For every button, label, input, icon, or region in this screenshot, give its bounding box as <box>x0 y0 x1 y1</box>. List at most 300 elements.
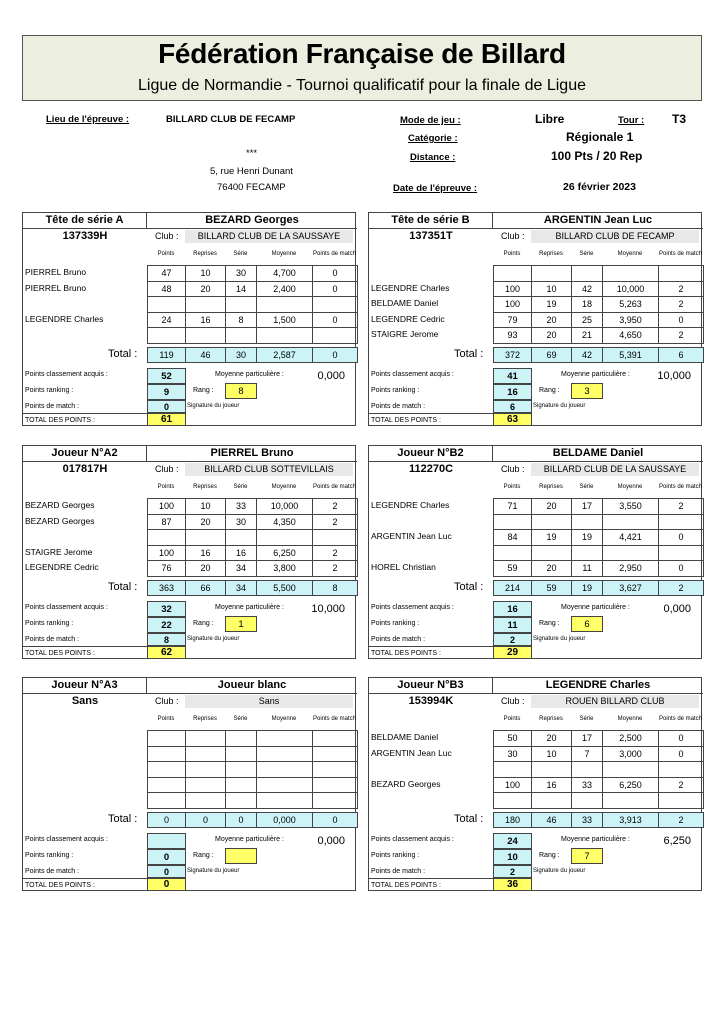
cell-moy <box>602 761 659 778</box>
points-de-match-label: Points de match : <box>25 868 80 875</box>
cell-ser: 30 <box>225 514 257 531</box>
cell-pdm <box>312 792 358 809</box>
club-label: Club : <box>501 464 525 474</box>
cell-moy <box>256 529 313 546</box>
cell-rep <box>185 296 226 313</box>
cell-pts <box>493 514 532 531</box>
cell-pts: 100 <box>493 777 532 794</box>
cell-pts: 84 <box>493 529 532 546</box>
total-label: Total : <box>454 813 484 825</box>
moyenne-particuliere-label: Moyenne particulière : <box>215 604 284 611</box>
cell-moy: 3,950 <box>602 312 659 329</box>
cell-moy <box>256 746 313 763</box>
categorie-value: Régionale 1 <box>566 130 634 144</box>
player-panel <box>22 445 356 659</box>
opponent-name: PIERREL Bruno <box>25 282 87 293</box>
club-label: Club : <box>155 696 179 706</box>
cell-moy <box>256 296 313 313</box>
points-de-match-value: 8 <box>147 633 186 646</box>
total-moy: 2,587 <box>256 347 313 363</box>
cell-ser <box>571 514 603 531</box>
cell-ser <box>571 265 603 282</box>
cell-ser: 11 <box>571 560 603 577</box>
total-des-points-label: TOTAL DES POINTS : <box>369 646 493 659</box>
cell-moy: 6,250 <box>256 545 313 562</box>
cell-moy <box>256 761 313 778</box>
cell-pdm: 2 <box>658 498 704 515</box>
points-de-match-label: Points de match : <box>371 403 426 410</box>
cell-pdm: 2 <box>658 296 704 313</box>
cell-pts <box>147 296 186 313</box>
cell-rep <box>185 777 226 794</box>
cell-pdm: 2 <box>312 545 358 562</box>
total-pts: 0 <box>147 812 186 828</box>
pca-label: Points classement acquis : <box>371 371 454 378</box>
cell-moy: 4,700 <box>256 265 313 282</box>
total-rep: 46 <box>185 347 226 363</box>
total-ser: 19 <box>571 580 603 596</box>
col-header-moyenne: Moyenne <box>617 715 643 722</box>
categorie-label: Catégorie : <box>408 133 458 144</box>
cell-pdm: 2 <box>312 560 358 577</box>
total-label: Total : <box>454 581 484 593</box>
cell-pdm <box>658 265 704 282</box>
cell-pdm <box>312 730 358 747</box>
club-name: Sans <box>185 695 353 708</box>
cell-ser: 8 <box>225 312 257 329</box>
cell-rep <box>531 265 572 282</box>
points-ranking-label: Points ranking : <box>25 387 74 394</box>
moyenne-particuliere-label: Moyenne particulière : <box>561 836 630 843</box>
total-des-points-value: 36 <box>493 878 532 891</box>
cell-ser <box>225 529 257 546</box>
col-header-reprises: Reprises <box>193 715 217 722</box>
total-pdm: 2 <box>658 812 704 828</box>
moyenne-particuliere-label: Moyenne particulière : <box>561 371 630 378</box>
player-license: 153994K <box>408 695 454 707</box>
col-header-serie: Série <box>579 715 594 722</box>
pca-value: 41 <box>493 368 532 384</box>
total-pts: 119 <box>147 347 186 363</box>
total-des-points-value: 62 <box>147 646 186 659</box>
total-moy: 3,627 <box>602 580 659 596</box>
cell-pdm <box>312 529 358 546</box>
points-ranking-label: Points ranking : <box>25 852 74 859</box>
cell-rep <box>531 792 572 809</box>
panel-title: Tête de série B <box>369 213 493 229</box>
pca-label: Points classement acquis : <box>25 836 108 843</box>
cell-rep <box>185 746 226 763</box>
total-pdm: 2 <box>658 580 704 596</box>
total-ser: 42 <box>571 347 603 363</box>
player-license: 112270C <box>408 463 454 475</box>
player-panel <box>368 212 702 426</box>
date-label: Date de l'épreuve : <box>393 183 478 194</box>
lieu-value: BILLARD CLUB DE FECAMP <box>166 114 296 125</box>
address-line-2: 76400 FECAMP <box>217 182 286 193</box>
pca-value <box>147 833 186 849</box>
total-des-points-value: 63 <box>493 413 532 426</box>
page-subtitle: Ligue de Normandie - Tournoi qualificatif pour la finale de Ligue <box>138 77 586 94</box>
header-banner <box>22 35 702 101</box>
col-header-moyenne: Moyenne <box>617 250 643 257</box>
cell-pts: 50 <box>493 730 532 747</box>
cell-pdm: 0 <box>312 312 358 329</box>
cell-pts: 48 <box>147 281 186 298</box>
points-de-match-value: 2 <box>493 633 532 646</box>
moyenne-particuliere-label: Moyenne particulière : <box>215 836 284 843</box>
cell-ser: 14 <box>225 281 257 298</box>
cell-ser: 21 <box>571 327 603 344</box>
rang-label: Rang : <box>539 620 560 627</box>
cell-moy: 2,500 <box>602 730 659 747</box>
total-pts: 214 <box>493 580 532 596</box>
cell-rep: 20 <box>185 281 226 298</box>
cell-pdm: 0 <box>658 746 704 763</box>
signature-label: Signature du joueur <box>533 868 586 874</box>
points-de-match-label: Points de match : <box>371 636 426 643</box>
cell-pdm: 0 <box>312 281 358 298</box>
cell-pts: 100 <box>147 498 186 515</box>
cell-pts: 59 <box>493 560 532 577</box>
cell-ser <box>571 792 603 809</box>
cell-rep: 10 <box>185 498 226 515</box>
cell-rep: 20 <box>531 327 572 344</box>
col-header-points: Points <box>503 483 521 490</box>
moyenne-particuliere-value: 0,000 <box>663 603 691 615</box>
opponent-name: LEGENDRE Charles <box>371 282 450 293</box>
pca-label: Points classement acquis : <box>371 836 454 843</box>
cell-ser: 33 <box>571 777 603 794</box>
rang-label: Rang : <box>539 387 560 394</box>
cell-pts: 30 <box>493 746 532 763</box>
opponent-name: HOREL Christian <box>371 562 436 572</box>
distance-label: Distance : <box>410 152 456 163</box>
lieu-label: Lieu de l'épreuve : <box>46 114 130 125</box>
total-rep: 0 <box>185 812 226 828</box>
col-header-moyenne: Moyenne <box>271 483 297 490</box>
player-name: BEZARD Georges <box>147 213 357 229</box>
moyenne-particuliere-value: 6,250 <box>663 835 691 847</box>
col-header-points: Points <box>157 483 175 490</box>
pca-label: Points classement acquis : <box>25 371 108 378</box>
rang-value <box>225 848 257 864</box>
col-header-reprises: Reprises <box>193 250 217 257</box>
col-header-points: Points <box>503 715 521 722</box>
pca-value: 32 <box>147 601 186 617</box>
cell-ser <box>225 746 257 763</box>
cell-moy: 1,500 <box>256 312 313 329</box>
player-panel <box>368 445 702 659</box>
player-panel <box>22 677 356 891</box>
cell-ser: 7 <box>571 746 603 763</box>
player-name: BELDAME Daniel <box>493 446 703 462</box>
total-rep: 69 <box>531 347 572 363</box>
signature-label: Signature du joueur <box>533 403 586 409</box>
rang-label: Rang : <box>193 620 214 627</box>
total-des-points-value: 0 <box>147 878 186 891</box>
player-license: 137339H <box>62 230 108 242</box>
opponent-name: ARGENTIN Jean Luc <box>371 747 452 758</box>
col-header-points-de-match: Points de match <box>658 250 703 257</box>
col-header-serie: Série <box>579 250 594 257</box>
club-label: Club : <box>501 231 525 241</box>
col-header-reprises: Reprises <box>193 483 217 490</box>
total-pdm: 8 <box>312 580 358 596</box>
total-des-points-value: 61 <box>147 413 186 426</box>
opponent-name: BEZARD Georges <box>25 500 95 510</box>
cell-moy: 4,650 <box>602 327 659 344</box>
cell-rep: 20 <box>531 730 572 747</box>
cell-pts <box>147 746 186 763</box>
cell-moy <box>256 327 313 344</box>
panel-title: Tête de série A <box>23 213 147 229</box>
col-header-points-de-match: Points de match <box>658 715 703 722</box>
cell-rep <box>185 327 226 344</box>
total-ser: 30 <box>225 347 257 363</box>
club-label: Club : <box>155 464 179 474</box>
total-moy: 5,500 <box>256 580 313 596</box>
cell-pts: 76 <box>147 560 186 577</box>
points-ranking-label: Points ranking : <box>371 852 420 859</box>
total-pts: 363 <box>147 580 186 596</box>
col-header-reprises: Reprises <box>539 250 563 257</box>
panel-title: Joueur N°B2 <box>369 446 493 462</box>
cell-ser <box>225 792 257 809</box>
cell-pts: 79 <box>493 312 532 329</box>
col-header-serie: Série <box>233 483 248 490</box>
player-license: 017817H <box>62 463 108 475</box>
distance-value: 100 Pts / 20 Rep <box>551 149 643 163</box>
cell-ser: 42 <box>571 281 603 298</box>
points-ranking-label: Points ranking : <box>371 620 420 627</box>
pca-label: Points classement acquis : <box>25 604 108 611</box>
points-de-match-label: Points de match : <box>25 403 80 410</box>
cell-pts: 47 <box>147 265 186 282</box>
cell-moy <box>256 777 313 794</box>
opponent-name: BEZARD Georges <box>371 778 441 789</box>
cell-rep: 10 <box>185 265 226 282</box>
club-name: ROUEN BILLARD CLUB <box>531 695 699 708</box>
cell-ser: 16 <box>225 545 257 562</box>
club-name: BILLARD CLUB DE LA SAUSSAYE <box>185 230 353 243</box>
moyenne-particuliere-value: 10,000 <box>311 603 345 615</box>
cell-pts <box>147 327 186 344</box>
cell-pts <box>493 761 532 778</box>
cell-rep <box>185 792 226 809</box>
cell-moy: 4,421 <box>602 529 659 546</box>
moyenne-particuliere-value: 10,000 <box>657 370 691 382</box>
page-title: Fédération Française de Billard <box>158 38 566 69</box>
cell-pdm: 2 <box>312 498 358 515</box>
moyenne-particuliere-label: Moyenne particulière : <box>215 371 284 378</box>
total-des-points-value: 29 <box>493 646 532 659</box>
cell-rep: 19 <box>531 529 572 546</box>
moyenne-particuliere-value: 0,000 <box>317 835 345 847</box>
opponent-name: BELDAME Daniel <box>371 298 439 308</box>
rang-label: Rang : <box>193 852 214 859</box>
cell-pts <box>147 730 186 747</box>
opponent-name: STAIGRE Jerome <box>25 546 93 557</box>
player-name: Joueur blanc <box>147 678 357 694</box>
opponent-name: LEGENDRE Charles <box>25 313 104 324</box>
cell-rep: 16 <box>185 545 226 562</box>
opponent-name: BELDAME Daniel <box>371 732 439 742</box>
cell-ser: 17 <box>571 730 603 747</box>
cell-pdm <box>312 761 358 778</box>
opponent-name: PIERREL Bruno <box>25 267 87 277</box>
address-line-1: 5, rue Henri Dunant <box>210 166 293 177</box>
points-de-match-value: 0 <box>147 865 186 878</box>
club-name: BILLARD CLUB DE LA SAUSSAYE <box>531 463 699 476</box>
cell-ser <box>571 545 603 562</box>
cell-rep: 19 <box>531 296 572 313</box>
cell-rep <box>185 761 226 778</box>
points-ranking-value: 0 <box>147 849 186 865</box>
cell-rep: 16 <box>531 777 572 794</box>
col-header-serie: Série <box>579 483 594 490</box>
total-des-points-label: TOTAL DES POINTS : <box>369 413 493 426</box>
total-pdm: 0 <box>312 812 358 828</box>
cell-rep: 20 <box>531 312 572 329</box>
rang-label: Rang : <box>539 852 560 859</box>
total-rep: 66 <box>185 580 226 596</box>
total-des-points-label: TOTAL DES POINTS : <box>23 413 147 426</box>
cell-ser <box>225 730 257 747</box>
player-name: PIERREL Bruno <box>147 446 357 462</box>
total-ser: 0 <box>225 812 257 828</box>
pca-value: 52 <box>147 368 186 384</box>
total-moy: 5,391 <box>602 347 659 363</box>
player-name: ARGENTIN Jean Luc <box>493 213 703 229</box>
club-label: Club : <box>501 696 525 706</box>
signature-label: Signature du joueur <box>187 403 240 409</box>
cell-rep: 20 <box>531 560 572 577</box>
cell-moy <box>602 514 659 531</box>
cell-pts <box>147 777 186 794</box>
cell-moy: 3,800 <box>256 560 313 577</box>
cell-pdm <box>658 792 704 809</box>
cell-rep <box>531 761 572 778</box>
cell-pts: 24 <box>147 312 186 329</box>
cell-moy: 10,000 <box>256 498 313 515</box>
total-ser: 33 <box>571 812 603 828</box>
points-ranking-value: 9 <box>147 384 186 400</box>
col-header-points: Points <box>157 715 175 722</box>
col-header-points: Points <box>503 250 521 257</box>
pca-value: 16 <box>493 601 532 617</box>
cell-pdm <box>312 746 358 763</box>
col-header-moyenne: Moyenne <box>617 483 643 490</box>
total-label: Total : <box>454 348 484 360</box>
cell-ser <box>571 761 603 778</box>
col-header-points-de-match: Points de match <box>312 715 357 722</box>
cell-pts: 93 <box>493 327 532 344</box>
cell-ser <box>225 777 257 794</box>
cell-ser: 18 <box>571 296 603 313</box>
cell-pts <box>493 265 532 282</box>
cell-pdm <box>312 296 358 313</box>
cell-pdm: 0 <box>658 560 704 577</box>
cell-rep: 16 <box>185 312 226 329</box>
points-de-match-value: 0 <box>147 400 186 413</box>
col-header-moyenne: Moyenne <box>271 715 297 722</box>
date-value: 26 février 2023 <box>563 181 636 193</box>
cell-moy <box>602 545 659 562</box>
cell-moy <box>602 792 659 809</box>
points-ranking-label: Points ranking : <box>371 387 420 394</box>
cell-rep <box>185 730 226 747</box>
cell-rep: 20 <box>185 560 226 577</box>
cell-pts: 100 <box>493 281 532 298</box>
cell-ser: 19 <box>571 529 603 546</box>
points-ranking-value: 10 <box>493 849 532 865</box>
cell-ser <box>225 296 257 313</box>
cell-pdm <box>658 761 704 778</box>
club-name: BILLARD CLUB SOTTEVILLAIS <box>185 463 353 476</box>
points-de-match-label: Points de match : <box>25 636 80 643</box>
col-header-points: Points <box>157 250 175 257</box>
cell-pts: 100 <box>147 545 186 562</box>
cell-pts <box>147 761 186 778</box>
points-ranking-value: 11 <box>493 617 532 633</box>
cell-pdm <box>658 514 704 531</box>
opponent-name: BEZARD Georges <box>25 515 95 526</box>
col-header-points-de-match: Points de match <box>658 483 703 490</box>
cell-moy <box>256 792 313 809</box>
total-des-points-label: TOTAL DES POINTS : <box>23 646 147 659</box>
player-license: 137351T <box>409 230 453 242</box>
tour-value: T3 <box>672 112 687 126</box>
points-de-match-value: 2 <box>493 865 532 878</box>
total-pts: 180 <box>493 812 532 828</box>
panel-title: Joueur N°A2 <box>23 446 147 462</box>
total-pdm: 6 <box>658 347 704 363</box>
cell-pdm: 2 <box>658 777 704 794</box>
player-name: LEGENDRE Charles <box>493 678 703 694</box>
col-header-points-de-match: Points de match <box>312 483 357 490</box>
points-de-match-label: Points de match : <box>371 868 426 875</box>
total-pdm: 0 <box>312 347 358 363</box>
cell-pdm: 0 <box>658 529 704 546</box>
rang-label: Rang : <box>193 387 214 394</box>
cell-pdm <box>312 327 358 344</box>
cell-moy: 6,250 <box>602 777 659 794</box>
rang-value: 1 <box>225 616 257 632</box>
cell-rep <box>531 545 572 562</box>
cell-ser: 30 <box>225 265 257 282</box>
points-de-match-value: 6 <box>493 400 532 413</box>
cell-rep: 10 <box>531 746 572 763</box>
cell-pdm: 2 <box>312 514 358 531</box>
panel-title: Joueur N°B3 <box>369 678 493 694</box>
moyenne-particuliere-value: 0,000 <box>317 370 345 382</box>
club-name: BILLARD CLUB DE FECAMP <box>531 230 699 243</box>
cell-ser: 33 <box>225 498 257 515</box>
col-header-moyenne: Moyenne <box>271 250 297 257</box>
moyenne-particuliere-label: Moyenne particulière : <box>561 604 630 611</box>
total-label: Total : <box>108 581 138 593</box>
opponent-name: LEGENDRE Charles <box>371 500 450 510</box>
cell-pts <box>493 545 532 562</box>
cell-rep: 20 <box>531 498 572 515</box>
player-panel <box>368 677 702 891</box>
cell-pdm: 2 <box>658 281 704 298</box>
signature-label: Signature du joueur <box>187 636 240 642</box>
points-ranking-label: Points ranking : <box>25 620 74 627</box>
tour-label: Tour : <box>618 115 645 126</box>
cell-pdm: 2 <box>658 327 704 344</box>
